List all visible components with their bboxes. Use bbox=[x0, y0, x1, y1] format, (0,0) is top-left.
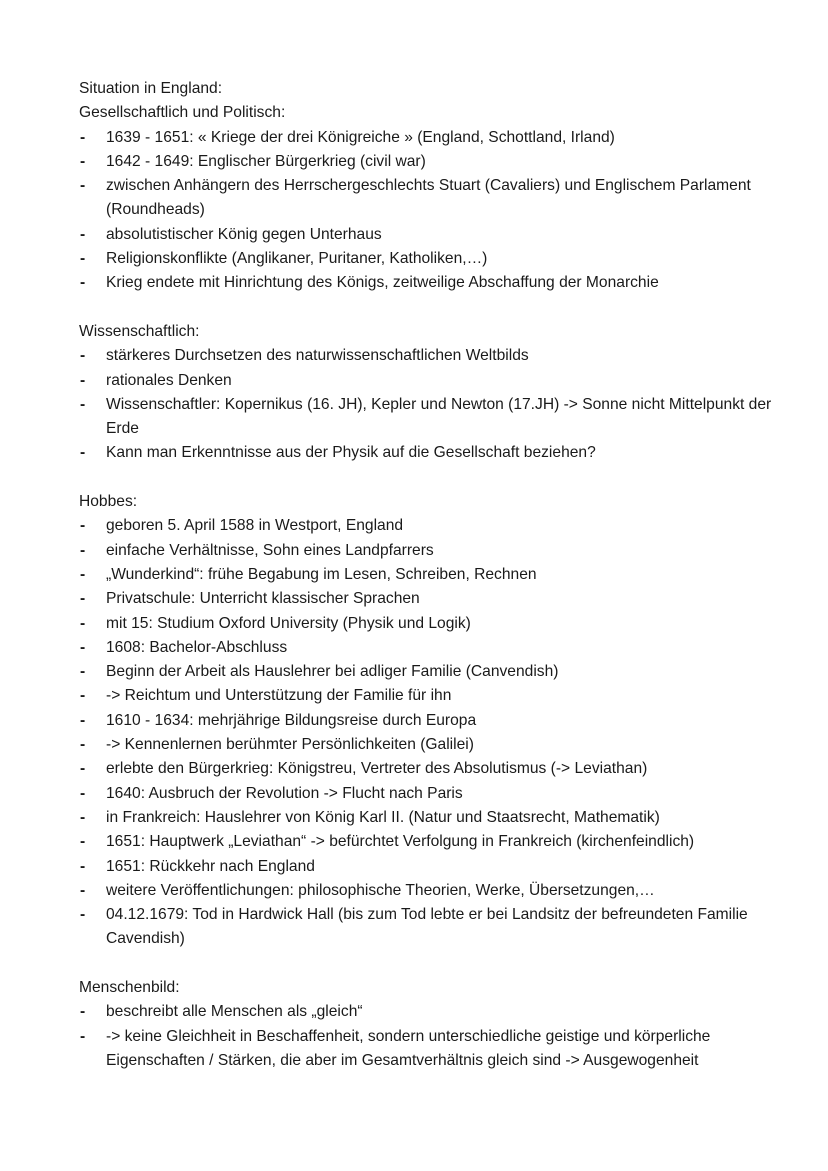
dash-bullet-icon: - bbox=[80, 177, 86, 195]
dash-bullet-icon: - bbox=[80, 590, 86, 608]
list-item-text: erlebte den Bürgerkrieg: Königstreu, Vertreter des Absolutismus (-> Leviathan) bbox=[106, 760, 648, 778]
dash-bullet-icon: - bbox=[80, 395, 86, 413]
bullet-list bbox=[79, 514, 779, 951]
list-item bbox=[79, 879, 779, 903]
list-item-text: Beginn der Arbeit als Hauslehrer bei adliger Familie (Canvendish) bbox=[106, 663, 559, 681]
list-item bbox=[79, 271, 779, 295]
list-item-text: stärkeres Durchsetzen des naturwissenschaftlichen Weltbilds bbox=[106, 347, 529, 365]
list-item-text: 1639 - 1651: « Kriege der drei Königreiche » (England, Schottland, Irland) bbox=[106, 128, 615, 146]
list-item-text: Krieg endete mit Hinrichtung des Königs, zeitweilige Abschaffung der Monarchie bbox=[106, 274, 659, 292]
dash-bullet-icon: - bbox=[80, 250, 86, 268]
dash-bullet-icon: - bbox=[80, 347, 86, 365]
list-item bbox=[79, 1000, 779, 1024]
dash-bullet-icon: - bbox=[80, 541, 86, 559]
list-item-text: „Wunderkind“: frühe Begabung im Lesen, Schreiben, Rechnen bbox=[106, 565, 537, 583]
list-item bbox=[79, 733, 779, 757]
section bbox=[79, 77, 779, 296]
list-item bbox=[79, 223, 779, 247]
dash-bullet-icon: - bbox=[80, 711, 86, 729]
list-item-text: Privatschule: Unterricht klassischer Sprachen bbox=[106, 590, 420, 608]
list-item bbox=[79, 174, 779, 223]
section bbox=[79, 320, 779, 466]
dash-bullet-icon: - bbox=[80, 517, 86, 535]
bullet-list bbox=[79, 126, 779, 296]
list-item bbox=[79, 393, 779, 442]
list-item bbox=[79, 344, 779, 368]
list-item bbox=[79, 782, 779, 806]
dash-bullet-icon: - bbox=[80, 565, 86, 583]
section-heading: Situation in England: bbox=[79, 80, 223, 97]
list-item-text: Wissenschaftler: Kopernikus (16. JH), Kepler und Newton (17.JH) -> Sonne nicht Mittelpunkt der Erde bbox=[106, 395, 772, 438]
list-item-text: 1610 - 1634: mehrjährige Bildungsreise durch Europa bbox=[106, 711, 477, 729]
list-item bbox=[79, 587, 779, 611]
list-item-text: -> Kennenlernen berühmter Persönlichkeiten (Galilei) bbox=[106, 736, 474, 754]
dash-bullet-icon: - bbox=[80, 128, 86, 146]
list-item-text: 1651: Hauptwerk „Leviathan“ -> befürchtet Verfolgung in Frankreich (kirchenfeindlich) bbox=[106, 833, 695, 851]
list-item bbox=[79, 150, 779, 174]
dash-bullet-icon: - bbox=[80, 881, 86, 899]
section bbox=[79, 490, 779, 952]
dash-bullet-icon: - bbox=[80, 614, 86, 632]
list-item bbox=[79, 369, 779, 393]
list-item-text: -> keine Gleichheit in Beschaffenheit, sondern unterschiedliche geistige und körperliche Eigenschaften / Stärken, die aber im Gesamtverhältnis gleich sind -> Ausgewogenheit bbox=[106, 1027, 711, 1069]
list-item-text: zwischen Anhängern des Herrschergeschlechts Stuart (Cavaliers) und Englischem Parlament (Roundheads) bbox=[106, 177, 751, 219]
list-item bbox=[79, 441, 779, 465]
list-item bbox=[79, 855, 779, 879]
list-item bbox=[79, 612, 779, 636]
section-heading: Wissenschaftlich: bbox=[79, 322, 200, 340]
dash-bullet-icon: - bbox=[80, 274, 86, 292]
section-heading: Hobbes: bbox=[79, 493, 138, 511]
dash-bullet-icon: - bbox=[80, 906, 86, 924]
list-item bbox=[79, 636, 779, 660]
list-item bbox=[79, 563, 779, 587]
list-item-text: 04.12.1679: Tod in Hardwick Hall (bis zum Tod lebte er bei Landsitz der befreundeten Familie Cavendish) bbox=[106, 906, 748, 948]
list-item bbox=[79, 514, 779, 538]
list-item bbox=[79, 684, 779, 708]
dash-bullet-icon: - bbox=[80, 444, 86, 462]
dash-bullet-icon: - bbox=[80, 638, 86, 656]
dash-bullet-icon: - bbox=[80, 857, 86, 875]
dash-bullet-icon: - bbox=[80, 760, 86, 778]
section-spacer bbox=[79, 952, 779, 976]
list-item bbox=[79, 709, 779, 733]
section-heading: Gesellschaftlich und Politisch: bbox=[79, 104, 286, 122]
dash-bullet-icon: - bbox=[80, 371, 86, 389]
section-spacer bbox=[79, 466, 779, 490]
list-item-text: in Frankreich: Hauslehrer von König Karl II. (Natur und Staatsrecht, Mathematik) bbox=[106, 808, 660, 826]
dash-bullet-icon: - bbox=[80, 1027, 86, 1045]
list-item-text: absolutistischer König gegen Unterhaus bbox=[106, 225, 382, 243]
list-item-text: 1608: Bachelor-Abschluss bbox=[106, 638, 288, 656]
dash-bullet-icon: - bbox=[80, 225, 86, 243]
dash-bullet-icon: - bbox=[80, 736, 86, 754]
dash-bullet-icon: - bbox=[80, 1003, 86, 1021]
section-heading: Menschenbild: bbox=[79, 978, 180, 996]
list-item bbox=[79, 830, 779, 854]
list-item bbox=[79, 660, 779, 684]
bullet-list bbox=[79, 1000, 779, 1073]
list-item-text: 1642 - 1649: Englischer Bürgerkrieg (civil war) bbox=[106, 152, 426, 170]
dash-bullet-icon: - bbox=[80, 663, 86, 681]
list-item-text: -> Reichtum und Unterstützung der Familie für ihn bbox=[106, 687, 452, 705]
list-item-text: weitere Veröffentlichungen: philosophische Theorien, Werke, Übersetzungen,… bbox=[106, 881, 655, 899]
list-item bbox=[79, 757, 779, 781]
dash-bullet-icon: - bbox=[80, 687, 86, 705]
document-page bbox=[79, 77, 779, 1073]
section bbox=[79, 976, 779, 1073]
list-item-text: 1640: Ausbruch der Revolution -> Flucht nach Paris bbox=[106, 784, 463, 802]
list-item-text: geboren 5. April 1588 in Westport, England bbox=[106, 517, 404, 535]
dash-bullet-icon: - bbox=[80, 784, 86, 802]
list-item bbox=[79, 247, 779, 271]
list-item-text: beschreibt alle Menschen als „gleich“ bbox=[106, 1003, 363, 1021]
dash-bullet-icon: - bbox=[80, 833, 86, 851]
list-item-text: Kann man Erkenntnisse aus der Physik auf die Gesellschaft beziehen? bbox=[106, 444, 596, 462]
list-item bbox=[79, 126, 779, 150]
list-item-text: 1651: Rückkehr nach England bbox=[106, 857, 315, 875]
list-item-text: Religionskonflikte (Anglikaner, Puritaner, Katholiken,…) bbox=[106, 250, 488, 268]
list-item-text: einfache Verhältnisse, Sohn eines Landpfarrers bbox=[106, 541, 434, 559]
bullet-list bbox=[79, 344, 779, 465]
list-item bbox=[79, 806, 779, 830]
list-item bbox=[79, 1025, 779, 1074]
dash-bullet-icon: - bbox=[80, 808, 86, 826]
dash-bullet-icon: - bbox=[80, 152, 86, 170]
list-item-text: rationales Denken bbox=[106, 371, 232, 389]
list-item-text: mit 15: Studium Oxford University (Physik und Logik) bbox=[106, 614, 471, 632]
list-item bbox=[79, 539, 779, 563]
section-spacer bbox=[79, 296, 779, 320]
list-item bbox=[79, 903, 779, 952]
